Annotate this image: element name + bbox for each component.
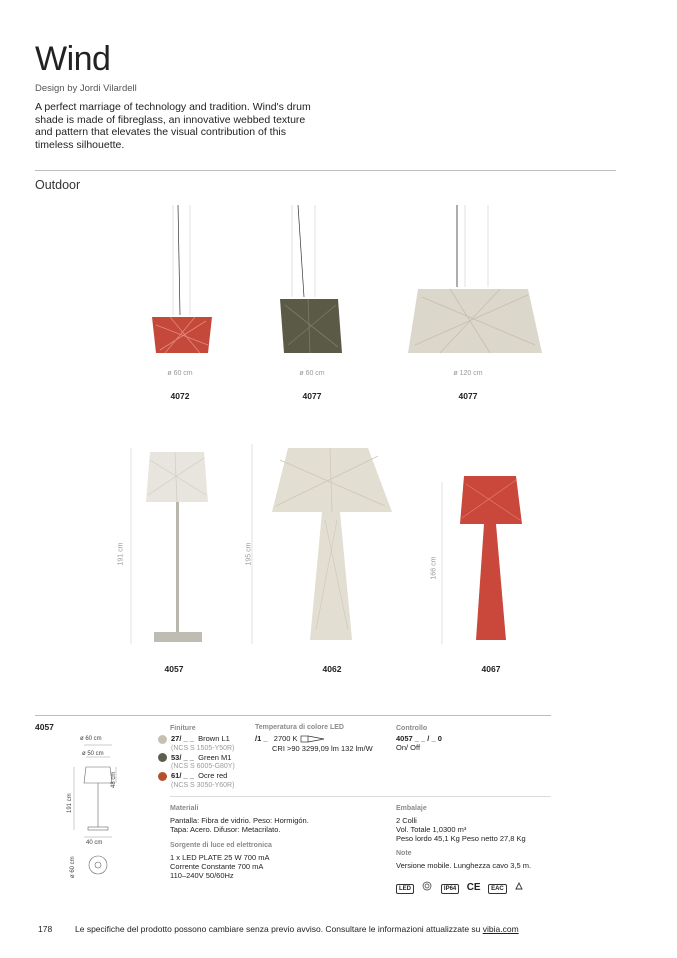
class-ii-icon	[421, 881, 433, 891]
materials-line-1: Pantalla: Fibra de vidrio. Peso: Hormigón.	[170, 816, 309, 825]
packaging-line-1: 2 Colli	[396, 816, 417, 825]
finish-code: 61/ _ _	[171, 771, 194, 781]
drawing-shade-top: ø 60 cm	[80, 736, 102, 742]
floor-lamp-1-code: 4057	[164, 664, 184, 674]
finish-swatch-green	[158, 753, 167, 762]
finish-ncs: (NCS S 1505-Y50R)	[171, 744, 235, 752]
finish-name: Green M1	[198, 752, 232, 762]
pendant-3-code: 4077	[458, 391, 478, 401]
finish-name: Ocre red	[198, 771, 228, 781]
packaging-line-3: Peso lordo 45,1 Kg Peso netto 27,8 Kg	[396, 834, 526, 843]
section-title: Outdoor	[35, 178, 81, 192]
light-source-line-2: Corrente Constante 700 mA	[170, 862, 264, 871]
finish-ncs: (NCS S 3050-Y60R)	[171, 781, 235, 789]
note-heading: Note	[396, 850, 412, 857]
eac-icon: EAC	[488, 884, 507, 894]
floor-lamp-3-code: 4067	[481, 664, 501, 674]
finish-swatch-brown	[158, 735, 167, 744]
floor-lamp-4062-image	[252, 444, 392, 644]
floor-lamp-3-height: 166 cm	[430, 556, 438, 580]
drawing-shade-bottom: ø 50 cm	[82, 751, 104, 757]
materials-heading: Materiali	[170, 805, 199, 812]
finish-item	[158, 734, 258, 744]
floor-lamp-2-height: 195 cm	[245, 542, 253, 566]
dimmer-icon	[300, 735, 326, 743]
finish-item	[158, 753, 258, 763]
control-value: On/ Off	[396, 743, 421, 752]
finish-code: 27/ _ _	[171, 734, 194, 743]
pendant-4072-image	[152, 205, 212, 353]
color-temp-heading: Temperatura di colore LED	[255, 724, 344, 731]
light-source-heading: Sorgente di luce ed elettronica	[170, 842, 272, 849]
footer-link[interactable]: vibia.com	[482, 924, 519, 934]
pendant-4077-image	[280, 205, 342, 353]
floor-lamps-illustration	[117, 440, 540, 650]
floor-lamp-4067-image	[442, 476, 522, 644]
color-temp-code: /1 _	[255, 734, 268, 743]
floor-lamp-2-code: 4062	[322, 664, 342, 674]
finish-item	[158, 771, 258, 781]
page-title: Wind	[35, 40, 111, 78]
drawing-shade-height: 48 cm	[111, 771, 117, 788]
designer-credit: Design by Jordi Vilardell	[35, 83, 137, 94]
page-number: 178	[38, 924, 53, 934]
spec-divider	[35, 715, 551, 716]
intro-text: A perfect marriage of technology and tradition. Wind's drum shade is made of fibreglass, an innovative webbed texture and pattern that elevates the visual contribution of this timeless silhouette.	[35, 101, 311, 151]
technical-drawing	[68, 733, 148, 883]
finish-code: 53/ _ _	[171, 752, 194, 762]
ce-mark-icon: CE	[466, 882, 481, 893]
recycling-icon	[514, 881, 524, 891]
pendant-2-diameter: ø 60 cm	[299, 370, 325, 377]
pendant-3-diameter: ø 120 cm	[453, 370, 483, 377]
pendant-2-code: 4077	[302, 391, 322, 401]
finish-swatch-ocre-red	[158, 772, 167, 781]
pendant-1-diameter: ø 60 cm	[167, 370, 193, 377]
footer-disclaimer	[75, 924, 519, 934]
light-source-line-1: 1 x LED PLATE 25 W 700 mA	[170, 853, 270, 862]
packaging-heading: Embalaje	[396, 805, 427, 812]
color-temp-line	[255, 734, 326, 744]
pendant-lamps-illustration	[130, 205, 550, 365]
pendant-1-code: 4072	[170, 391, 190, 401]
materials-line-2: Tapa: Acero. Difusor: Metacrilato.	[170, 825, 281, 834]
packaging-line-2: Vol. Totale 1,0300 m³	[396, 825, 467, 834]
drawing-base-width: 40 cm	[86, 840, 103, 846]
control-heading: Controllo	[396, 725, 428, 732]
ip64-icon: IP64	[441, 884, 459, 894]
drawing-total-height: 191 cm	[67, 793, 73, 813]
drawing-base-diameter: ø 60 cm	[70, 856, 76, 878]
footer-text: Le specifiche del prodotto possono cambiare senza previo avviso. Consultare le informazioni attualizzate su	[75, 924, 483, 934]
certifications	[396, 877, 524, 895]
finish-ncs: (NCS S 6005-G80Y)	[171, 763, 235, 771]
led-icon: LED	[396, 884, 414, 894]
section-divider	[35, 170, 616, 171]
finishes-heading: Finiture	[170, 725, 196, 732]
color-temp-kelvin: 2700 K	[273, 734, 298, 743]
finishes-list	[158, 734, 258, 790]
note-line-1: Versione mobile. Lunghezza cavo 3,5 m.	[396, 861, 532, 870]
spec-code: 4057	[35, 722, 54, 732]
color-temp-details: CRI >90 3299,09 lm 132 lm/W	[272, 744, 373, 753]
finish-name: Brown L1	[198, 734, 230, 743]
floor-lamp-4057-image	[131, 448, 208, 644]
floor-lamp-1-height: 191 cm	[117, 542, 125, 566]
light-source-line-3: 110–240V 50/60Hz	[170, 871, 234, 880]
spec-inner-divider	[170, 796, 551, 797]
pendant-4077-large-image	[408, 205, 542, 353]
control-code: 4057 _ _ / _ 0	[396, 734, 442, 743]
